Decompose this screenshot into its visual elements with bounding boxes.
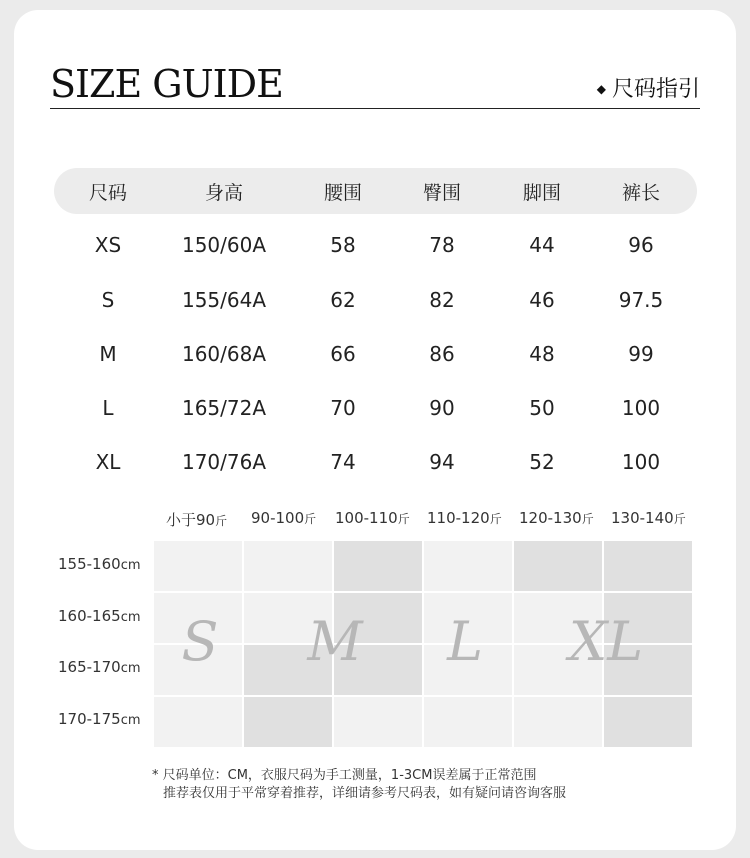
table-cell: 155/64A — [181, 288, 267, 312]
header-height: 身高 — [204, 182, 243, 204]
grid-cell — [334, 541, 422, 591]
table-cell: 94 — [429, 450, 455, 474]
table-cell: 99 — [628, 342, 654, 366]
grid-cell — [244, 541, 332, 591]
size-letter-m: M — [307, 610, 363, 673]
size-letter-l: L — [447, 610, 483, 673]
title-divider — [50, 108, 700, 109]
weight-label: 小于90斤 — [166, 511, 228, 529]
table-cell: 52 — [529, 450, 555, 474]
table-cell: 86 — [429, 342, 455, 366]
page-title: SIZE GUIDE — [50, 62, 283, 106]
table-cell: 90 — [429, 396, 455, 420]
table-cell: 150/60A — [181, 233, 267, 257]
table-cell: 50 — [529, 396, 555, 420]
weight-label: 120-130斤 — [519, 509, 594, 527]
diamond-icon: ◆ — [596, 82, 606, 96]
header-hip: 臀围 — [422, 182, 461, 204]
table-cell: S — [101, 288, 115, 312]
header-size: 尺码 — [88, 182, 127, 204]
table-cell: 170/76A — [181, 450, 267, 474]
grid-cell — [154, 697, 242, 747]
table-cell: M — [99, 342, 117, 366]
table-cell: 100 — [621, 450, 661, 474]
weight-label: 130-140斤 — [611, 509, 686, 527]
header-waist: 腰围 — [323, 182, 362, 204]
table-cell: 74 — [330, 450, 356, 474]
grid-cell — [424, 541, 512, 591]
weight-label: 110-120斤 — [427, 509, 502, 527]
grid-cell — [604, 541, 692, 591]
table-cell: 97.5 — [618, 288, 664, 312]
height-label: 165-170cm — [58, 658, 141, 676]
height-label: 155-160cm — [58, 555, 141, 573]
table-cell: 78 — [429, 233, 455, 257]
grid-cell — [154, 541, 242, 591]
subtitle-text: 尺码指引 — [611, 77, 700, 102]
table-cell: 44 — [529, 233, 555, 257]
height-label: 160-165cm — [58, 607, 141, 625]
table-cell: 96 — [628, 233, 654, 257]
table-cell: 62 — [330, 288, 356, 312]
table-cell: 58 — [330, 233, 356, 257]
grid-cell — [514, 541, 602, 591]
grid-cell — [604, 697, 692, 747]
weight-label: 90-100斤 — [251, 509, 317, 527]
note-line-2: 推荐表仅用于平常穿着推荐，详细请参考尺码表，如有疑问请咨询客服 — [163, 786, 567, 801]
table-cell: L — [102, 396, 114, 420]
table-cell: XS — [94, 233, 122, 257]
note-line-1: * 尺码单位：CM，衣服尺码为手工测量，1-3CM误差属于正常范围 — [152, 768, 537, 783]
grid-cell — [334, 697, 422, 747]
table-cell: 100 — [621, 396, 661, 420]
size-letter-s: S — [181, 610, 219, 673]
size-letter-xl: XL — [568, 610, 644, 673]
header-length: 裤长 — [621, 182, 660, 204]
grid-cell — [514, 697, 602, 747]
table-cell: 48 — [529, 342, 555, 366]
weight-label: 100-110斤 — [335, 509, 410, 527]
table-cell: XL — [95, 450, 121, 474]
table-cell: 66 — [330, 342, 356, 366]
table-cell: 82 — [429, 288, 455, 312]
page-subtitle — [597, 74, 700, 105]
grid-cell — [244, 697, 332, 747]
table-cell: 70 — [330, 396, 356, 420]
header-leg-opening: 脚围 — [522, 182, 561, 204]
height-label: 170-175cm — [58, 710, 141, 728]
table-cell: 160/68A — [181, 342, 267, 366]
table-cell: 46 — [529, 288, 555, 312]
table-cell: 165/72A — [181, 396, 267, 420]
grid-cell — [424, 697, 512, 747]
